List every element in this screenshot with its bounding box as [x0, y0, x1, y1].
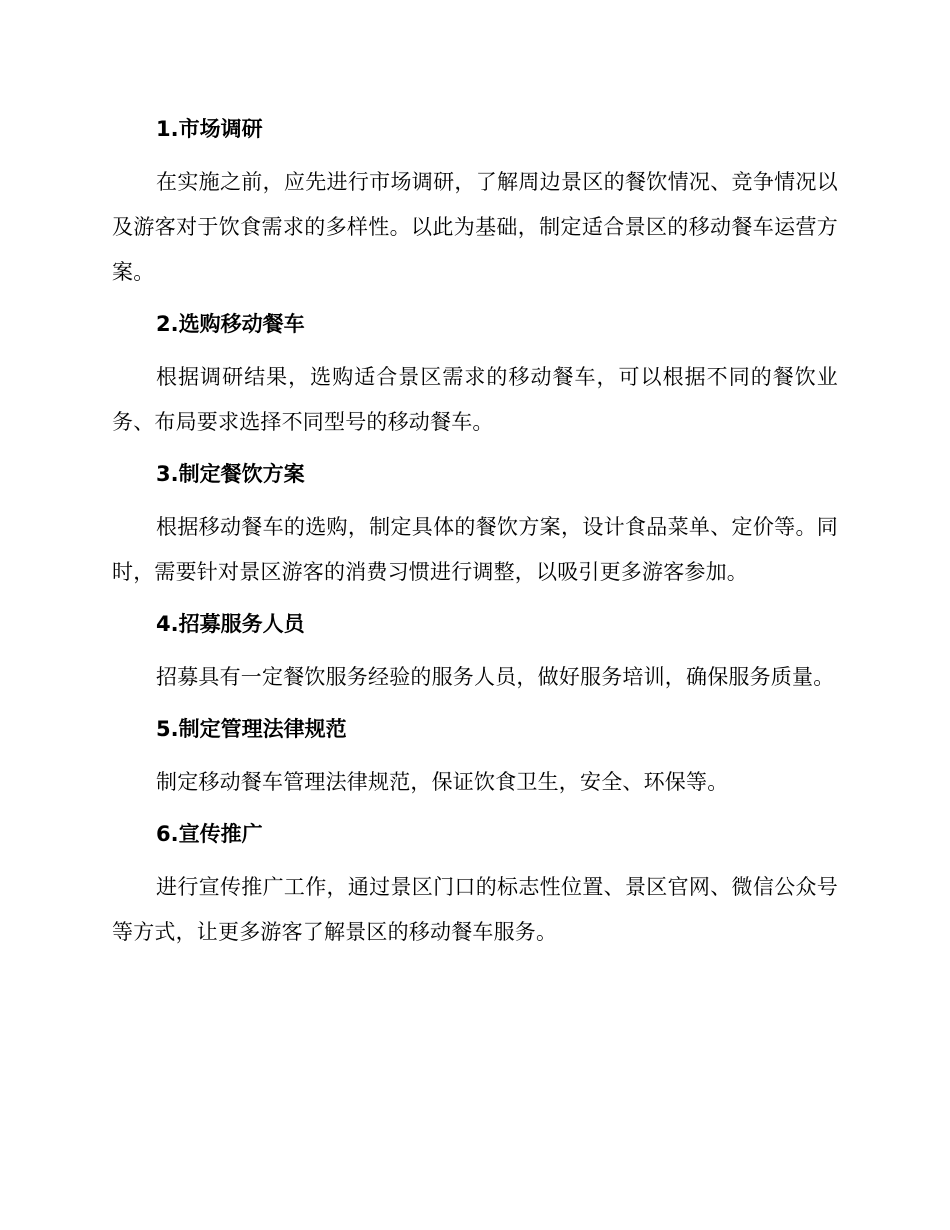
section-heading: 2.选购移动餐车	[156, 312, 305, 336]
section-heading: 1.市场调研	[156, 117, 263, 141]
section-purchase-food-truck	[112, 307, 838, 445]
section-promotion	[112, 817, 838, 955]
section-heading: 6.宣传推广	[156, 822, 263, 846]
section-paragraph: 制定移动餐车管理法律规范，保证饮食卫生，安全、环保等。	[156, 770, 729, 794]
section-heading: 5.制定管理法律规范	[156, 717, 347, 741]
section-paragraph: 在实施之前，应先进行市场调研，了解周边景区的餐饮情况、竞争情况以及游客对于饮食需求的多样性。以此为基础，制定适合景区的移动餐车运营方案。	[112, 170, 838, 284]
section-catering-plan	[112, 457, 838, 595]
section-management-regulations	[112, 712, 838, 805]
section-recruit-staff	[112, 607, 838, 700]
section-heading: 3.制定餐饮方案	[156, 462, 305, 486]
section-market-research	[112, 112, 838, 295]
section-heading: 4.招募服务人员	[156, 612, 305, 636]
section-paragraph: 进行宣传推广工作，通过景区门口的标志性位置、景区官网、微信公众号等方式，让更多游客了解景区的移动餐车服务。	[112, 875, 838, 944]
section-paragraph: 根据调研结果，选购适合景区需求的移动餐车，可以根据不同的餐饮业务、布局要求选择不同型号的移动餐车。	[112, 365, 838, 434]
section-paragraph: 根据移动餐车的选购，制定具体的餐饮方案，设计食品菜单、定价等。同时，需要针对景区游客的消费习惯进行调整，以吸引更多游客参加。	[112, 515, 838, 584]
section-paragraph: 招募具有一定餐饮服务经验的服务人员，做好服务培训，确保服务质量。	[156, 665, 835, 689]
